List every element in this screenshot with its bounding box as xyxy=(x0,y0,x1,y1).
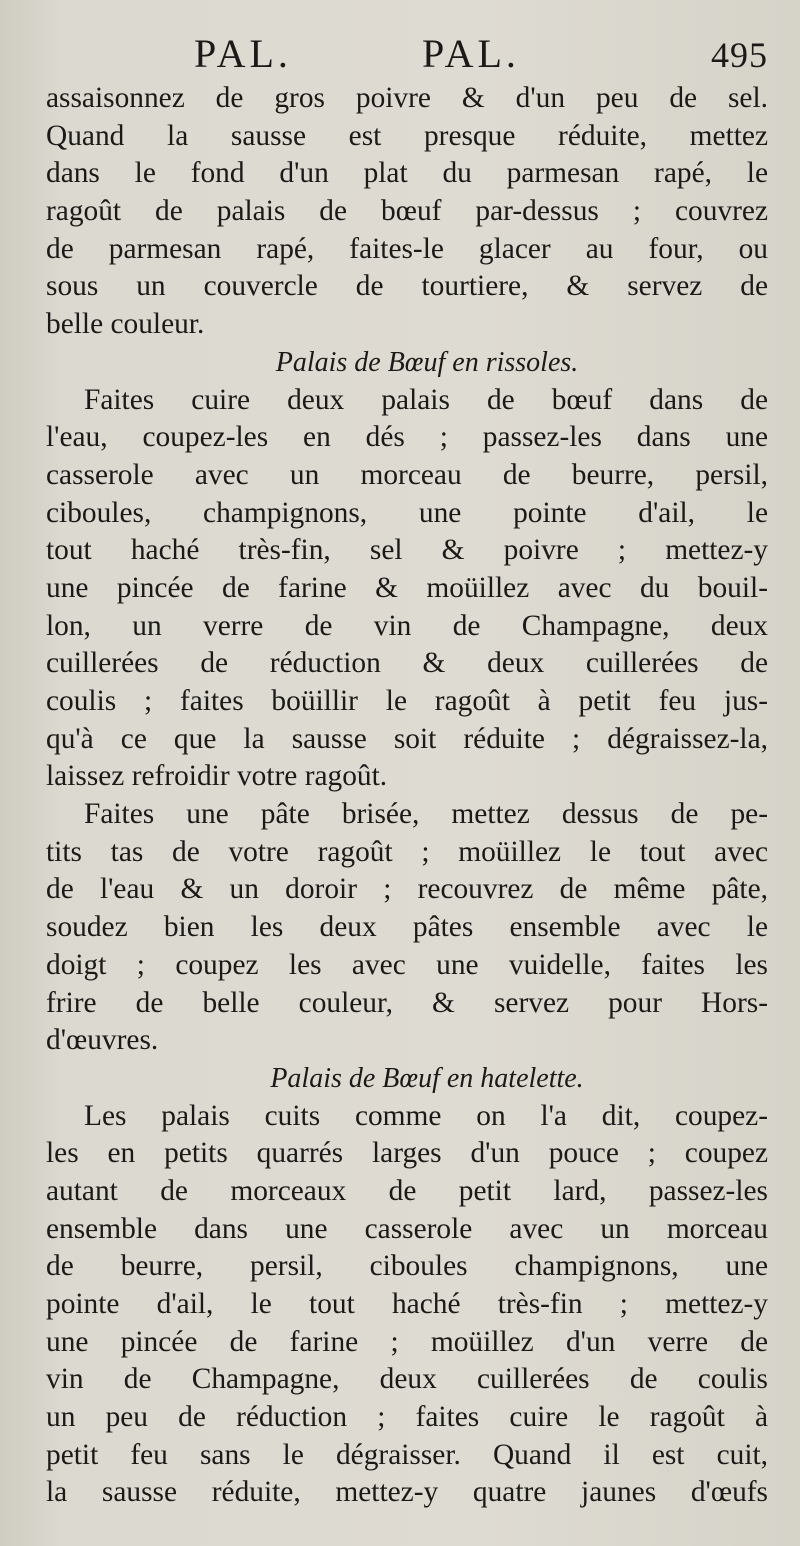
text-line: une pincée de farine ; moüillez d'un verre de xyxy=(46,1325,768,1358)
running-header xyxy=(46,28,768,80)
text-line: casserole avec un morceau de beurre, persil, xyxy=(46,458,768,491)
text-line: un peu de réduction ; faites cuire le ragoût à xyxy=(46,1401,768,1434)
text-line: vin de Champagne, deux cuillerées de coulis xyxy=(46,1363,768,1396)
text-line: assaisonnez de gros poivre & d'un peu de sel. xyxy=(46,82,768,114)
text-line: de parmesan rapé, faites-le glacer au four, ou xyxy=(46,232,768,265)
text-line: pointe d'ail, le tout haché très-fin ; mettez-y xyxy=(46,1288,768,1320)
text-line: ciboules, champignons, une pointe d'ail, le xyxy=(46,496,768,529)
text-line: qu'à ce que la sausse soit réduite ; dégraissez-la, xyxy=(46,722,768,755)
text-line: autant de morceaux de petit lard, passez-les xyxy=(46,1174,768,1207)
text-line: les en petits quarrés larges d'un pouce ; coupez xyxy=(46,1137,768,1170)
text-line: d'œuvres. xyxy=(46,1024,159,1057)
page-number: 495 xyxy=(711,35,768,75)
text-line: laissez refroidir votre ragoût. xyxy=(46,760,388,793)
page-body-text xyxy=(46,80,768,1512)
text-line: ragoût de palais de bœuf par-dessus ; couvrez xyxy=(46,195,768,228)
text-line: Les palais cuits comme on l'a dit, coupez- xyxy=(84,1099,768,1132)
text-line: ensemble dans une casserole avec un morceau xyxy=(46,1212,768,1245)
text-line: belle couleur. xyxy=(46,308,205,341)
text-line: Faites cuire deux palais de bœuf dans de xyxy=(84,383,768,416)
text-line: sous un couvercle de tourtiere, & servez de xyxy=(46,270,768,303)
running-title-left: PAL. xyxy=(194,31,292,76)
text-line: l'eau, coupez-les en dés ; passez-les dans une xyxy=(46,421,768,454)
text-line: tits tas de votre ragoût ; moüillez le tout avec xyxy=(46,835,768,868)
text-line: de l'eau & un doroir ; recouvrez de même pâte, xyxy=(46,873,768,906)
text-line: soudez bien les deux pâtes ensemble avec le xyxy=(46,911,768,944)
text-line: cuillerées de réduction & deux cuillerées de xyxy=(46,647,768,680)
running-title-right: PAL. xyxy=(422,31,520,76)
section-heading: Palais de Bœuf en hatelette. xyxy=(270,1062,584,1094)
text-line: doigt ; coupez les avec une vuidelle, faites les xyxy=(46,948,768,981)
text-line: frire de belle couleur, & servez pour Hors- xyxy=(46,986,768,1019)
text-line: la sausse réduite, mettez-y quatre jaunes d'œufs xyxy=(46,1476,768,1509)
text-line: petit feu sans le dégraisser. Quand il est cuit, xyxy=(46,1438,768,1471)
section-heading: Palais de Bœuf en rissoles. xyxy=(275,346,579,378)
text-line: lon, un verre de vin de Champagne, deux xyxy=(46,609,768,642)
text-line: tout haché très-fin, sel & poivre ; mettez-y xyxy=(46,534,768,567)
text-line: de beurre, persil, ciboules champignons, une xyxy=(46,1250,768,1283)
text-line: Quand la sausse est presque réduite, mettez xyxy=(46,119,768,152)
text-line: dans le fond d'un plat du parmesan rapé, le xyxy=(46,157,768,190)
text-line: coulis ; faites boüillir le ragoût à petit feu jus- xyxy=(46,685,768,717)
text-line: Faites une pâte brisée, mettez dessus de pe- xyxy=(84,798,768,831)
text-line: une pincée de farine & moüillez avec du bouil- xyxy=(46,571,768,604)
